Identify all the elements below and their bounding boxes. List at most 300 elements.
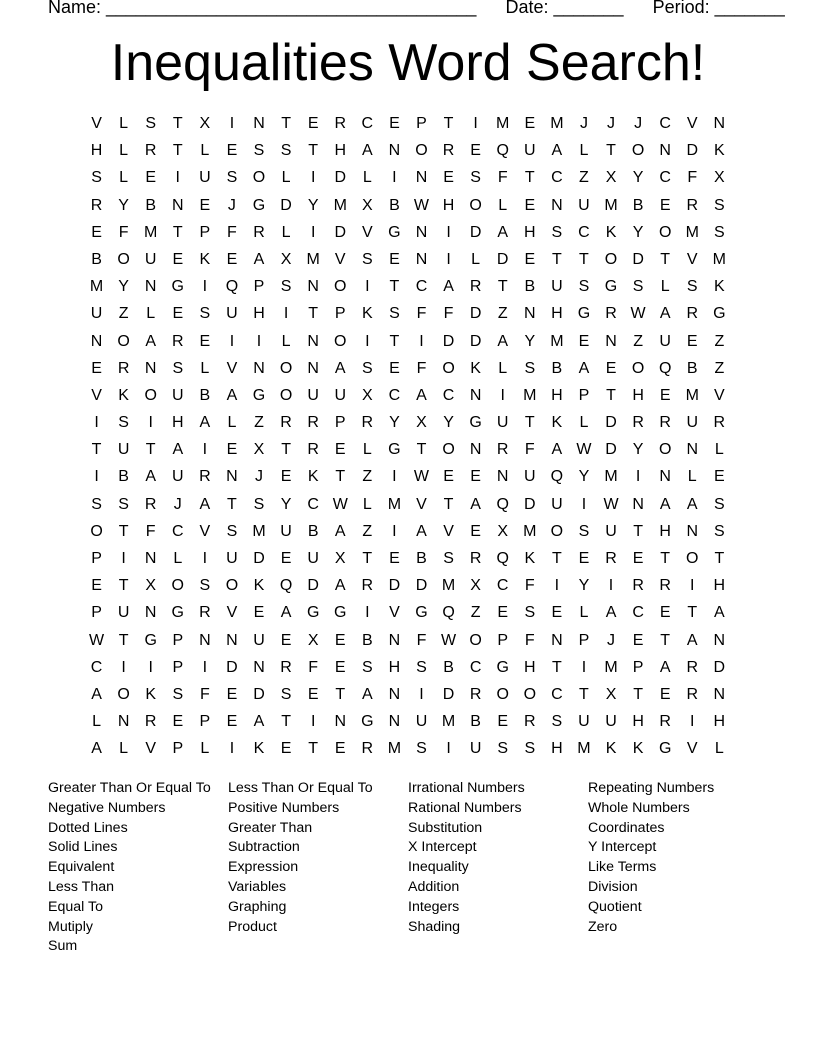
grid-cell[interactable]: A: [497, 332, 509, 350]
grid-cell[interactable]: A: [361, 142, 373, 160]
grid-cell[interactable]: F: [118, 223, 129, 241]
grid-cell[interactable]: T: [145, 441, 156, 459]
grid-cell[interactable]: U: [469, 740, 482, 758]
grid-cell[interactable]: E: [172, 250, 184, 268]
grid-cell[interactable]: U: [605, 713, 617, 731]
grid-cell[interactable]: Y: [443, 414, 454, 432]
grid-cell[interactable]: T: [687, 604, 698, 622]
grid-cell[interactable]: T: [551, 550, 562, 567]
grid-cell[interactable]: T: [524, 414, 535, 432]
grid-cell[interactable]: N: [524, 305, 536, 323]
grid-cell[interactable]: Y: [632, 441, 644, 459]
grid-cell[interactable]: Q: [279, 577, 293, 595]
grid-cell[interactable]: A: [659, 658, 671, 676]
grid-cell[interactable]: D: [496, 250, 509, 268]
grid-cell[interactable]: T: [227, 495, 237, 513]
grid-cell[interactable]: R: [686, 658, 699, 676]
grid-cell[interactable]: R: [253, 223, 265, 241]
grid-cell[interactable]: L: [200, 359, 210, 377]
grid-cell[interactable]: A: [659, 495, 671, 513]
grid-cell[interactable]: A: [686, 495, 698, 513]
grid-cell[interactable]: M: [387, 740, 402, 758]
grid-cell[interactable]: T: [281, 713, 291, 731]
grid-cell[interactable]: F: [416, 359, 427, 377]
grid-cell[interactable]: E: [199, 196, 211, 214]
grid-cell[interactable]: E: [226, 441, 238, 459]
grid-cell[interactable]: C: [361, 115, 374, 132]
grid-cell[interactable]: V: [91, 115, 102, 132]
grid-cell[interactable]: T: [579, 685, 589, 703]
grid-cell[interactable]: U: [253, 631, 265, 649]
grid-cell[interactable]: I: [473, 115, 478, 132]
grid-cell[interactable]: E: [497, 713, 509, 731]
grid-cell[interactable]: L: [362, 441, 372, 459]
name-field-label[interactable]: Name: _____________________________________: [48, 0, 477, 17]
grid-cell[interactable]: S: [199, 577, 211, 595]
grid-cell[interactable]: S: [578, 522, 590, 540]
grid-cell[interactable]: O: [442, 441, 455, 459]
grid-cell[interactable]: N: [307, 332, 319, 350]
grid-cell[interactable]: N: [226, 468, 238, 486]
grid-cell[interactable]: S: [172, 685, 184, 703]
grid-cell[interactable]: I: [608, 577, 614, 595]
grid-cell[interactable]: N: [388, 685, 401, 703]
grid-cell[interactable]: K: [714, 278, 725, 296]
grid-cell[interactable]: U: [578, 713, 590, 731]
grid-cell[interactable]: P: [172, 631, 184, 649]
grid-cell[interactable]: Z: [714, 332, 725, 350]
grid-cell[interactable]: W: [413, 468, 430, 486]
grid-cell[interactable]: L: [200, 740, 210, 758]
grid-cell[interactable]: N: [199, 631, 211, 649]
grid-cell[interactable]: A: [334, 359, 346, 377]
grid-cell[interactable]: R: [659, 414, 671, 432]
grid-cell[interactable]: L: [687, 468, 697, 486]
grid-cell[interactable]: T: [91, 441, 102, 459]
grid-cell[interactable]: L: [227, 414, 237, 432]
grid-cell[interactable]: L: [579, 142, 589, 160]
grid-cell[interactable]: I: [392, 169, 397, 187]
grid-cell[interactable]: I: [229, 115, 235, 132]
grid-cell[interactable]: E: [280, 740, 292, 758]
grid-cell[interactable]: U: [307, 550, 319, 567]
date-field-label[interactable]: Date: _______: [505, 0, 624, 17]
grid-cell[interactable]: E: [91, 223, 102, 241]
grid-cell[interactable]: I: [446, 250, 451, 268]
grid-cell[interactable]: O: [604, 250, 618, 268]
grid-cell[interactable]: Z: [497, 305, 508, 323]
grid-cell[interactable]: O: [90, 522, 103, 540]
grid-cell[interactable]: B: [389, 196, 400, 214]
grid-cell[interactable]: Z: [118, 305, 129, 323]
grid-cell[interactable]: A: [416, 522, 427, 540]
grid-cell[interactable]: A: [226, 386, 238, 404]
grid-cell[interactable]: O: [469, 631, 482, 649]
grid-cell[interactable]: O: [334, 332, 347, 350]
grid-cell[interactable]: L: [146, 305, 156, 323]
grid-cell[interactable]: K: [253, 577, 265, 595]
grid-cell[interactable]: R: [307, 414, 319, 432]
grid-cell[interactable]: H: [90, 142, 103, 160]
grid-cell[interactable]: I: [148, 658, 153, 676]
grid-cell[interactable]: T: [579, 250, 589, 268]
grid-cell[interactable]: B: [686, 359, 698, 377]
grid-cell[interactable]: A: [253, 713, 265, 731]
grid-cell[interactable]: U: [171, 386, 184, 404]
grid-cell[interactable]: F: [199, 685, 210, 703]
grid-cell[interactable]: R: [361, 740, 374, 758]
grid-cell[interactable]: I: [202, 441, 208, 459]
grid-cell[interactable]: S: [280, 142, 292, 160]
grid-cell[interactable]: R: [144, 142, 157, 160]
grid-cell[interactable]: O: [686, 550, 699, 567]
word-search-grid[interactable]: [83, 113, 733, 766]
grid-cell[interactable]: N: [469, 386, 482, 404]
grid-cell[interactable]: N: [415, 250, 428, 268]
grid-cell[interactable]: E: [334, 658, 346, 676]
grid-cell[interactable]: R: [632, 577, 644, 595]
grid-cell[interactable]: O: [442, 359, 455, 377]
grid-cell[interactable]: I: [283, 305, 289, 323]
grid-cell[interactable]: Z: [470, 604, 481, 622]
grid-cell[interactable]: V: [334, 250, 346, 268]
grid-cell[interactable]: R: [659, 713, 671, 731]
grid-cell[interactable]: Y: [632, 223, 644, 241]
grid-cell[interactable]: E: [307, 685, 319, 703]
grid-cell[interactable]: N: [144, 278, 157, 296]
grid-cell[interactable]: R: [442, 142, 455, 160]
grid-cell[interactable]: O: [658, 223, 672, 241]
grid-cell[interactable]: H: [442, 196, 455, 214]
grid-cell[interactable]: X: [605, 685, 617, 703]
grid-cell[interactable]: N: [307, 278, 319, 296]
grid-cell[interactable]: F: [308, 658, 319, 676]
grid-cell[interactable]: H: [713, 577, 726, 595]
grid-cell[interactable]: O: [171, 577, 184, 595]
grid-cell[interactable]: F: [416, 631, 427, 649]
grid-cell[interactable]: S: [551, 713, 563, 731]
grid-cell[interactable]: T: [281, 441, 291, 459]
grid-cell[interactable]: U: [90, 305, 103, 323]
grid-cell[interactable]: E: [551, 604, 563, 622]
grid-cell[interactable]: A: [280, 604, 292, 622]
grid-cell[interactable]: R: [524, 713, 536, 731]
grid-cell[interactable]: F: [524, 577, 535, 595]
grid-cell[interactable]: G: [252, 196, 266, 214]
grid-cell[interactable]: K: [253, 740, 265, 758]
grid-cell[interactable]: O: [496, 685, 509, 703]
grid-cell[interactable]: C: [415, 278, 428, 296]
grid-cell[interactable]: T: [172, 223, 183, 241]
grid-cell[interactable]: X: [199, 115, 211, 132]
grid-cell[interactable]: L: [92, 713, 101, 731]
grid-cell[interactable]: A: [199, 414, 211, 432]
grid-cell[interactable]: I: [148, 414, 153, 432]
grid-cell[interactable]: V: [91, 386, 102, 404]
grid-cell[interactable]: R: [605, 550, 617, 567]
grid-cell[interactable]: X: [307, 631, 319, 649]
grid-cell[interactable]: E: [334, 441, 346, 459]
grid-cell[interactable]: N: [713, 685, 726, 703]
grid-cell[interactable]: I: [202, 550, 208, 567]
grid-cell[interactable]: N: [226, 631, 238, 649]
grid-cell[interactable]: O: [415, 142, 428, 160]
grid-cell[interactable]: T: [389, 278, 400, 296]
grid-cell[interactable]: U: [496, 414, 509, 432]
grid-cell[interactable]: A: [145, 468, 157, 486]
grid-cell[interactable]: I: [635, 468, 641, 486]
grid-cell[interactable]: S: [497, 740, 509, 758]
grid-cell[interactable]: K: [145, 685, 157, 703]
grid-cell[interactable]: E: [226, 142, 238, 160]
grid-cell[interactable]: N: [307, 359, 319, 377]
grid-cell[interactable]: W: [603, 495, 619, 513]
grid-cell[interactable]: L: [498, 196, 508, 214]
grid-cell[interactable]: T: [308, 740, 319, 758]
grid-cell[interactable]: P: [632, 658, 644, 676]
grid-cell[interactable]: L: [498, 359, 508, 377]
grid-cell[interactable]: I: [392, 468, 397, 486]
grid-cell[interactable]: F: [524, 441, 535, 459]
grid-cell[interactable]: B: [145, 196, 157, 214]
grid-cell[interactable]: E: [524, 250, 536, 268]
grid-cell[interactable]: V: [714, 386, 725, 404]
grid-cell[interactable]: L: [660, 278, 670, 296]
grid-cell[interactable]: S: [361, 658, 373, 676]
grid-cell[interactable]: O: [279, 386, 293, 404]
grid-cell[interactable]: R: [686, 305, 699, 323]
grid-cell[interactable]: T: [335, 685, 346, 703]
grid-cell[interactable]: A: [91, 740, 102, 758]
grid-cell[interactable]: X: [605, 169, 617, 187]
grid-cell[interactable]: I: [229, 740, 235, 758]
grid-cell[interactable]: O: [117, 332, 130, 350]
grid-cell[interactable]: T: [660, 550, 671, 567]
grid-cell[interactable]: S: [686, 278, 698, 296]
grid-cell[interactable]: A: [416, 386, 427, 404]
grid-cell[interactable]: E: [226, 713, 238, 731]
grid-cell[interactable]: V: [389, 604, 400, 622]
grid-cell[interactable]: X: [361, 196, 373, 214]
grid-cell[interactable]: T: [524, 169, 535, 187]
grid-cell[interactable]: B: [470, 713, 481, 731]
grid-cell[interactable]: E: [443, 468, 454, 486]
grid-cell[interactable]: E: [470, 522, 481, 540]
grid-cell[interactable]: R: [280, 414, 292, 432]
grid-cell[interactable]: H: [334, 142, 347, 160]
grid-cell[interactable]: S: [118, 495, 129, 513]
grid-cell[interactable]: I: [121, 658, 126, 676]
grid-cell[interactable]: L: [579, 604, 589, 622]
grid-cell[interactable]: N: [117, 713, 130, 731]
grid-cell[interactable]: S: [578, 278, 590, 296]
grid-cell[interactable]: Y: [389, 414, 400, 432]
grid-cell[interactable]: A: [443, 278, 454, 296]
grid-cell[interactable]: I: [365, 278, 370, 296]
grid-cell[interactable]: G: [496, 658, 509, 676]
grid-cell[interactable]: A: [686, 631, 698, 649]
grid-cell[interactable]: Y: [307, 196, 319, 214]
grid-cell[interactable]: Q: [550, 468, 564, 486]
grid-cell[interactable]: C: [307, 495, 319, 513]
grid-cell[interactable]: J: [255, 468, 263, 486]
grid-cell[interactable]: E: [334, 631, 346, 649]
grid-cell[interactable]: J: [634, 115, 643, 132]
grid-cell[interactable]: E: [91, 577, 102, 595]
grid-cell[interactable]: D: [524, 495, 536, 513]
grid-cell[interactable]: W: [576, 441, 592, 459]
grid-cell[interactable]: M: [89, 278, 104, 296]
grid-cell[interactable]: B: [91, 250, 102, 268]
grid-cell[interactable]: N: [713, 631, 726, 649]
grid-cell[interactable]: E: [226, 250, 238, 268]
grid-cell[interactable]: C: [171, 522, 184, 540]
grid-cell[interactable]: G: [604, 278, 618, 296]
grid-cell[interactable]: E: [524, 115, 536, 132]
grid-cell[interactable]: Q: [658, 359, 672, 377]
grid-cell[interactable]: E: [199, 332, 211, 350]
grid-cell[interactable]: V: [686, 740, 698, 758]
grid-cell[interactable]: N: [90, 332, 103, 350]
grid-cell[interactable]: V: [226, 359, 238, 377]
grid-cell[interactable]: A: [145, 332, 157, 350]
grid-cell[interactable]: O: [334, 278, 347, 296]
grid-cell[interactable]: S: [714, 196, 725, 214]
grid-cell[interactable]: M: [685, 223, 699, 241]
grid-cell[interactable]: E: [172, 305, 184, 323]
grid-cell[interactable]: T: [633, 685, 643, 703]
grid-cell[interactable]: T: [497, 278, 508, 296]
grid-cell[interactable]: O: [225, 577, 239, 595]
grid-cell[interactable]: O: [117, 250, 130, 268]
grid-cell[interactable]: G: [171, 604, 184, 622]
grid-cell[interactable]: O: [631, 142, 645, 160]
grid-cell[interactable]: L: [579, 414, 589, 432]
grid-cell[interactable]: A: [361, 685, 373, 703]
grid-cell[interactable]: L: [119, 115, 129, 132]
grid-cell[interactable]: R: [469, 685, 482, 703]
grid-cell[interactable]: R: [361, 577, 374, 595]
grid-cell[interactable]: C: [442, 386, 455, 404]
grid-cell[interactable]: A: [334, 577, 346, 595]
grid-cell[interactable]: S: [470, 169, 481, 187]
grid-cell[interactable]: A: [551, 441, 563, 459]
grid-cell[interactable]: E: [686, 332, 698, 350]
grid-cell[interactable]: N: [496, 468, 509, 486]
grid-cell[interactable]: T: [416, 441, 427, 459]
grid-cell[interactable]: N: [632, 495, 644, 513]
grid-cell[interactable]: E: [578, 332, 590, 350]
grid-cell[interactable]: E: [605, 359, 617, 377]
grid-cell[interactable]: A: [551, 142, 563, 160]
grid-cell[interactable]: X: [361, 386, 373, 404]
grid-cell[interactable]: D: [713, 658, 726, 676]
grid-cell[interactable]: E: [497, 604, 509, 622]
grid-cell[interactable]: S: [443, 550, 454, 567]
grid-cell[interactable]: R: [117, 359, 130, 377]
grid-cell[interactable]: D: [686, 142, 699, 160]
grid-cell[interactable]: E: [389, 359, 400, 377]
grid-cell[interactable]: D: [632, 250, 644, 268]
grid-cell[interactable]: X: [470, 577, 481, 595]
grid-cell[interactable]: I: [94, 468, 99, 486]
grid-cell[interactable]: D: [469, 305, 482, 323]
grid-cell[interactable]: T: [551, 250, 562, 268]
grid-cell[interactable]: S: [416, 658, 427, 676]
grid-cell[interactable]: L: [362, 495, 372, 513]
grid-cell[interactable]: N: [659, 468, 671, 486]
grid-cell[interactable]: G: [334, 604, 347, 622]
grid-cell[interactable]: H: [524, 658, 536, 676]
grid-cell[interactable]: U: [334, 386, 347, 404]
grid-cell[interactable]: Y: [524, 332, 536, 350]
grid-cell[interactable]: E: [632, 631, 644, 649]
grid-cell[interactable]: N: [388, 631, 401, 649]
grid-cell[interactable]: S: [253, 142, 265, 160]
grid-cell[interactable]: X: [145, 577, 157, 595]
grid-cell[interactable]: D: [226, 658, 238, 676]
grid-cell[interactable]: O: [469, 196, 482, 214]
grid-cell[interactable]: U: [578, 196, 590, 214]
grid-cell[interactable]: O: [144, 386, 157, 404]
grid-cell[interactable]: K: [307, 468, 319, 486]
grid-cell[interactable]: E: [659, 604, 671, 622]
grid-cell[interactable]: E: [389, 250, 400, 268]
grid-cell[interactable]: M: [577, 740, 591, 758]
grid-cell[interactable]: S: [253, 495, 265, 513]
grid-cell[interactable]: A: [605, 604, 617, 622]
grid-cell[interactable]: M: [604, 468, 618, 486]
grid-cell[interactable]: U: [551, 495, 563, 513]
grid-cell[interactable]: L: [119, 740, 129, 758]
grid-cell[interactable]: B: [361, 631, 373, 649]
grid-cell[interactable]: T: [172, 142, 183, 160]
grid-cell[interactable]: I: [581, 658, 587, 676]
grid-cell[interactable]: S: [361, 250, 373, 268]
grid-cell[interactable]: Y: [578, 577, 590, 595]
grid-cell[interactable]: V: [416, 495, 427, 513]
grid-cell[interactable]: D: [469, 223, 482, 241]
grid-cell[interactable]: I: [365, 604, 370, 622]
grid-cell[interactable]: R: [632, 414, 644, 432]
grid-cell[interactable]: G: [171, 278, 184, 296]
grid-cell[interactable]: B: [524, 278, 536, 296]
grid-cell[interactable]: R: [307, 441, 319, 459]
grid-cell[interactable]: R: [713, 414, 726, 432]
grid-cell[interactable]: I: [121, 550, 126, 567]
grid-cell[interactable]: H: [551, 740, 563, 758]
grid-cell[interactable]: U: [551, 278, 563, 296]
grid-cell[interactable]: G: [415, 604, 428, 622]
grid-cell[interactable]: V: [145, 740, 157, 758]
grid-cell[interactable]: G: [469, 414, 482, 432]
grid-cell[interactable]: L: [281, 169, 291, 187]
grid-cell[interactable]: T: [172, 115, 183, 132]
grid-cell[interactable]: J: [579, 115, 588, 132]
grid-cell[interactable]: U: [524, 142, 536, 160]
grid-cell[interactable]: U: [524, 468, 536, 486]
grid-cell[interactable]: V: [361, 223, 373, 241]
grid-cell[interactable]: P: [172, 658, 184, 676]
grid-cell[interactable]: T: [551, 658, 562, 676]
grid-cell[interactable]: V: [226, 604, 238, 622]
grid-cell[interactable]: C: [388, 386, 401, 404]
grid-cell[interactable]: U: [117, 441, 130, 459]
grid-cell[interactable]: R: [686, 685, 699, 703]
grid-cell[interactable]: U: [307, 386, 319, 404]
grid-cell[interactable]: N: [713, 115, 726, 132]
grid-cell[interactable]: E: [659, 685, 671, 703]
